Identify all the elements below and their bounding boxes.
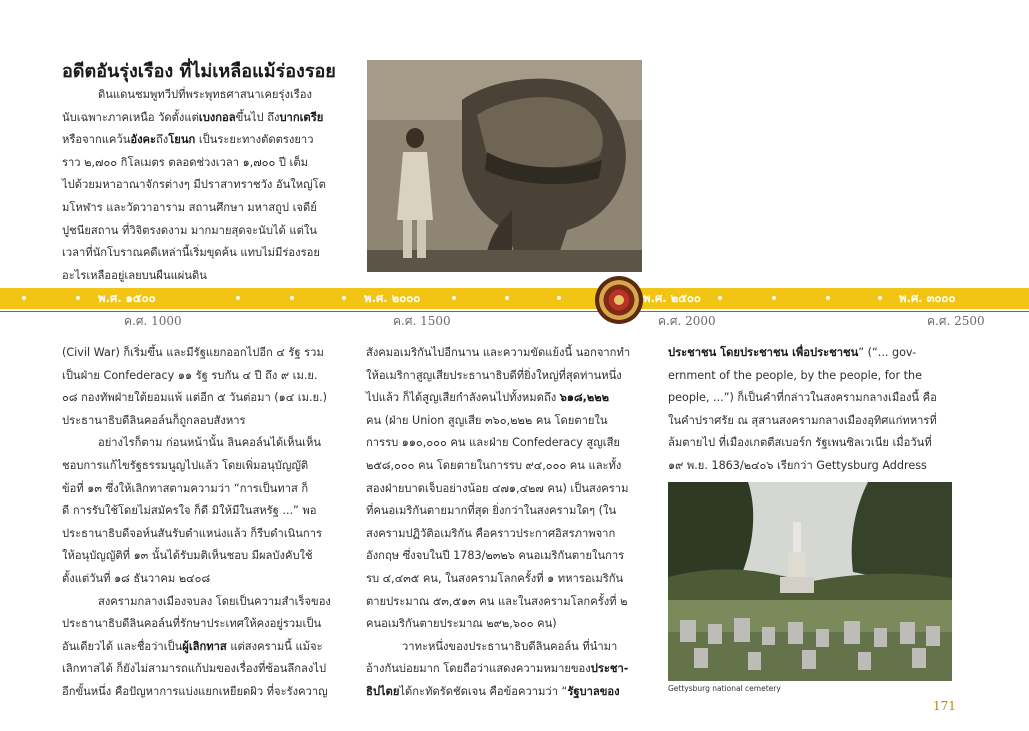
- timeline-ce-label: ค.ศ. 2500: [927, 314, 985, 328]
- text-line: ประชาชน โดยประชาชน เพื่อประชาชน” (“... gov-: [668, 346, 917, 359]
- text-line: สังคมอเมริกันไปอีกนาน และความขัดแย้งนี้ นอกจากทำ: [366, 346, 631, 359]
- timeline-dot: [236, 296, 240, 300]
- timeline-dot: [22, 296, 26, 300]
- text-line: รบ ๔,๔๓๕ คน, ในสงครามโลกครั้งที่ ๑ ทหารอเมริกัน: [366, 571, 624, 585]
- timeline-dot: [290, 296, 294, 300]
- text-line: เวลาที่นักโบราณคดีเหล่านี้เริ่มขุดค้น แทบไม่มีร่องรอย: [62, 246, 320, 260]
- text-line: คน (ฝ่าย Union สูญเสีย ๓๖๐,๒๒๒ คน โดยตายใน: [366, 413, 608, 427]
- gettysburg-cemetery-photo: [668, 482, 952, 681]
- text-line: (Civil War) ก็เริ่มขึ้น และมีรัฐแยกออกไปอีก ๔ รัฐ รวม: [62, 346, 324, 359]
- text-line: สองฝ่ายบาดเจ็บอย่างน้อย ๔๗๑,๔๒๗ คน) เป็นสงคราม: [366, 481, 629, 495]
- text-line: ๒๕๘,๐๐๐ คน โดยตายในการรบ ๙๔,๐๐๐ คน และทั้ง: [366, 458, 622, 472]
- body-column-3: [668, 342, 963, 478]
- text-line: ธิปไตยได้กะทัดรัดชัดเจน คือข้อความว่า “รัฐบาลของ: [366, 684, 620, 698]
- timeline-dot: [878, 296, 882, 300]
- text-line: ตั้งแต่วันที่ ๑๘ ธันวาคม ๒๔๐๘: [62, 571, 211, 585]
- text-line: เลิกทาสได้ ก็ยังไม่สามารถแก้ปมของเรื่องที่ซ้อนลึกลงไป: [62, 662, 327, 676]
- timeline-era-label: พ.ศ. ๒๕๐๐: [643, 291, 701, 305]
- text-line: นับเฉพาะภาคเหนือ วัดตั้งแต่เบงกอลขึ้นไป ถึงบากเตรีย: [62, 110, 324, 124]
- text-line: อะไรเหลืออยู่เลยบนผืนแผ่นดิน: [62, 268, 207, 282]
- text-line: ให้อเมริกาสูญเสียประธานาธิบดีที่ยิ่งใหญ่ที่สุดท่านหนึ่ง: [366, 368, 622, 382]
- text-line: ๑๙ พ.ย. 1863/๒๔๐๖ เรียกว่า Gettysburg Address: [668, 458, 927, 472]
- text-line: อ้างกันบ่อยมาก โดยถือว่าแสดงความหมายของประชา-: [366, 662, 629, 676]
- text-line: ราว ๒,๗๐๐ กิโลเมตร ตลอดช่วงเวลา ๑,๗๐๐ ปี เต็ม: [62, 155, 308, 169]
- text-line: อันเดียวได้ และชื่อว่าเป็นผู้เลิกทาส แต่สงครามนี้ แม้จะ: [62, 639, 323, 653]
- elephant-statue-photo: [367, 60, 642, 272]
- text-line: ชอบการแก้ไขรัฐธรรมนูญไปแล้ว โดยเพิ่มอนุบัญญัติ: [62, 458, 309, 472]
- text-line: เป็นฝ่าย Confederacy ๑๑ รัฐ รบกัน ๔ ปี ถึง ๙ เม.ย.: [62, 368, 318, 382]
- timeline-dot: [826, 296, 830, 300]
- text-line: ernment of the people, by the people, for the: [668, 368, 923, 382]
- intro-paragraph: [62, 84, 357, 287]
- text-line: ๐๘ กองทัพฝ่ายใต้ยอมแพ้ แต่อีก ๕ วันต่อมา (๑๔ เม.ย.): [62, 391, 328, 405]
- text-line: สงครามกลางเมืองจบลง โดยเป็นความสำเร็จของ: [98, 594, 331, 608]
- timeline-dot: [76, 296, 80, 300]
- text-line: สงครามปฏิวัติอเมริกัน คือคราวประกาศอิสรภาพจาก: [366, 526, 616, 540]
- timeline-dot: [772, 296, 776, 300]
- timeline-ce-label: ค.ศ. 1000: [124, 314, 182, 328]
- timeline-era-label: พ.ศ. ๓๐๐๐: [899, 291, 956, 305]
- text-line: ประธานาธิบดีลินคอล์นก็ถูกลอบสังหาร: [62, 413, 246, 427]
- text-line: หรือจากแคว้นอังคะถึงโยนก เป็นระยะทางตัดตรงยาว: [62, 133, 314, 147]
- text-line: ดี การรับใช้โดยไม่สมัครใจ ก็ดี มิให้มีในสหรัฐ ...” พอ: [62, 504, 317, 518]
- body-column-1: [62, 342, 352, 704]
- timeline-era-label: พ.ศ. ๒๐๐๐: [364, 291, 421, 305]
- page-number: 171: [933, 699, 956, 713]
- text-line: ล้มตายไป ที่เมืองเกตตีสเบอร์ก รัฐเพนซิลเวเนีย เมื่อวันที่: [668, 436, 932, 450]
- text-line: ไปแล้ว ก็ได้สูญเสียกำลังคนไปทั้งหมดถึง ๖๑๘,๒๒๒: [366, 391, 609, 405]
- text-line: ดินแดนชมพูทวีปที่พระพุทธศาสนาเคยรุ่งเรือง: [98, 88, 312, 101]
- timeline-dot: [718, 296, 722, 300]
- text-line: people, ...”) ก็เป็นคำที่กล่าวในสงครามกลางเมืองนี้ คือ: [668, 391, 937, 405]
- text-line: ตายประมาณ ๕๓,๕๑๓ คน และในสงครามโลกครั้งที่ ๒: [366, 594, 628, 608]
- timeline-ce-label: ค.ศ. 1500: [393, 314, 451, 328]
- timeline-dot: [342, 296, 346, 300]
- timeline-dot: [505, 296, 509, 300]
- text-line: วาทะหนึ่งของประธานาธิบดีลินคอล์น ที่นำมา: [402, 639, 618, 653]
- text-line: อีกขั้นหนึ่ง คือปัญหาการแบ่งแยกเหยียดผิว ที่จะรังควาญ: [62, 684, 328, 698]
- photo-caption: Gettysburg national cemetery: [668, 684, 781, 693]
- timeline-dot: [452, 296, 456, 300]
- text-line: ในคำปราศรัย ณ สุสานสงครามกลางเมืองอุทิศแก่ทหารที่: [668, 413, 937, 427]
- timeline-ce-label: ค.ศ. 2000: [658, 314, 716, 328]
- text-line: คนอเมริกันตายประมาณ ๒๙๒,๖๐๐ คน): [366, 617, 557, 631]
- text-line: ให้อนุบัญญัติที่ ๑๓ นั้นได้รับมติเห็นชอบ มีผลบังคับใช้: [62, 549, 313, 563]
- dharma-wheel-emblem: [595, 276, 643, 324]
- text-line: อย่างไรก็ตาม ก่อนหน้านั้น ลินคอล์นได้เห็นเห็น: [98, 436, 321, 450]
- text-line: ประธานาธิบดีจอห์นสันรับตำแหน่งแล้ว ก็รีบดำเนินการ: [62, 526, 323, 540]
- page-heading: อดีตอันรุ่งเรือง ที่ไม่เหลือแม้ร่องรอย: [62, 61, 336, 82]
- text-line: ไปด้วยมหาอาณาจักรต่างๆ มีปราสาทราชวัง อันใหญ่โต: [62, 178, 326, 192]
- text-line: ปูชนียสถาน ที่วิจิตรงดงาม มากมายสุดจะนับได้ แต่ใน: [62, 223, 317, 237]
- text-line: ข้อที่ ๑๓ ซึ่งให้เลิกทาสตามความว่า “การเป็นทาส ก็: [62, 481, 309, 495]
- text-line: ที่คนอเมริกันตายมากที่สุด ยิ่งกว่าในสงครามใดๆ (ใน: [366, 504, 617, 518]
- text-line: อังกฤษ ซึ่งจบในปี 1783/๒๓๒๖ คนอเมริกันตายในการ: [366, 549, 625, 563]
- timeline-dot: [557, 296, 561, 300]
- text-line: มโหฬาร และวัดวาอาราม สถานศึกษา มหาสถูป เจดีย์: [62, 200, 317, 214]
- timeline-era-label: พ.ศ. ๑๕๐๐: [98, 291, 156, 305]
- text-line: ประธานาธิบดีลินคอล์นที่รักษาประเทศให้คงอยู่รวมเป็น: [62, 617, 322, 631]
- text-line: การรบ ๑๑๐,๐๐๐ คน และฝ่าย Confederacy สูญเสีย: [366, 436, 620, 450]
- body-column-2: [366, 342, 656, 704]
